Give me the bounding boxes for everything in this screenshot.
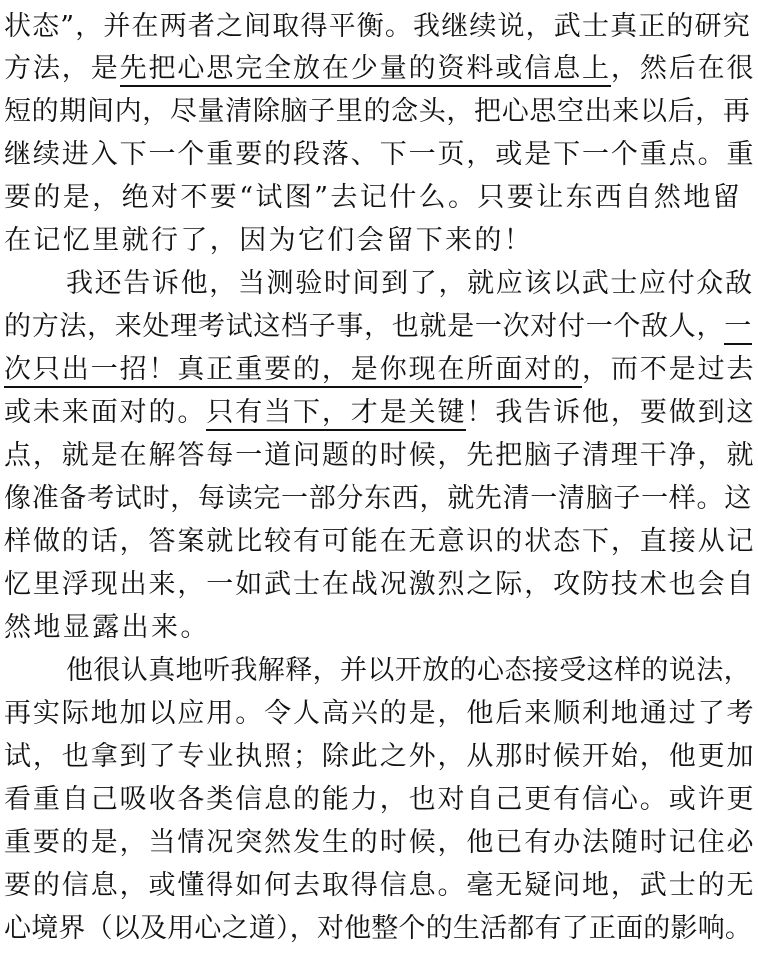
- text-line: 样做的话，答案就比较有可能在无意识的状态下，直接从记: [4, 526, 756, 557]
- text-line: 忆里浮现出来，一如武士在战况激烈之际，攻防技术也会自: [4, 569, 756, 600]
- text-line: 要的信息，或懂得如何去取得信息。毫无疑问地，武士的无: [4, 870, 756, 901]
- text-segment: ，然后在很: [610, 53, 756, 84]
- text-line: 在记忆里就行了，因为它们会留下来的！: [4, 225, 534, 256]
- paragraph-first-line: 我还告诉他，当测验时间到了，就应该以武士应付众敌: [66, 268, 754, 299]
- text-segment: 或未来面对的。: [4, 397, 207, 428]
- text-line: 像准备考试时，每读完一部分东西，就先清一清脑子一样。这: [4, 483, 752, 514]
- text-line: 继续进入下一个重要的段落、下一页，或是下一个重点。重: [4, 139, 756, 170]
- underlined-phrase: 先把心思完全放在少量的资料或信息上: [120, 53, 611, 87]
- text-line: 短的期间内，尽量清除脑子里的念头，把心思空出来以后，再: [4, 96, 751, 127]
- text-segment: ，而不是过去: [582, 354, 756, 385]
- text-segment: 方法，是: [4, 53, 120, 84]
- paragraph-first-line: 他很认真地听我解释，并以开放的心态接受这样的说法，: [66, 655, 751, 686]
- text-line: 试，也拿到了专业执照；除此之外，从那时候开始，他更加: [4, 741, 756, 772]
- underlined-phrase: 只有当下，才是关键: [206, 397, 466, 431]
- text-line: 然地显露出来。: [4, 612, 210, 643]
- underlined-phrase: 一: [724, 311, 752, 345]
- text-line: 状态”，并在两者之间取得平衡。我继续说，武士真正的研究: [4, 11, 751, 42]
- text-line: 心境界（以及用心之道），对他整个的生活都有了正面的影响。: [4, 913, 753, 944]
- text-line: 要的是，绝对不要“试图”去记什么。只要让东西自然地留: [4, 182, 743, 213]
- text-line: 再实际地加以应用。令人高兴的是，他后来顺利地通过了考: [4, 698, 756, 729]
- text-segment: ！我告诉他，要做到这: [466, 397, 756, 428]
- text-segment: 的方法，来处理考试这档子事，也就是一次对付一个敌人，: [4, 311, 725, 342]
- text-line: 重要的是，当情况突然发生的时候，他已有办法随时记住必: [4, 827, 756, 858]
- text-line: 点，就是在解答每一道问题的时候，先把脑子清理干净，就: [4, 440, 756, 471]
- underlined-phrase: 次只出一招！真正重要的，是你现在所面对的: [4, 354, 582, 388]
- text-line: 看重自己吸收各类信息的能力，也对自己更有信心。或许更: [4, 784, 756, 815]
